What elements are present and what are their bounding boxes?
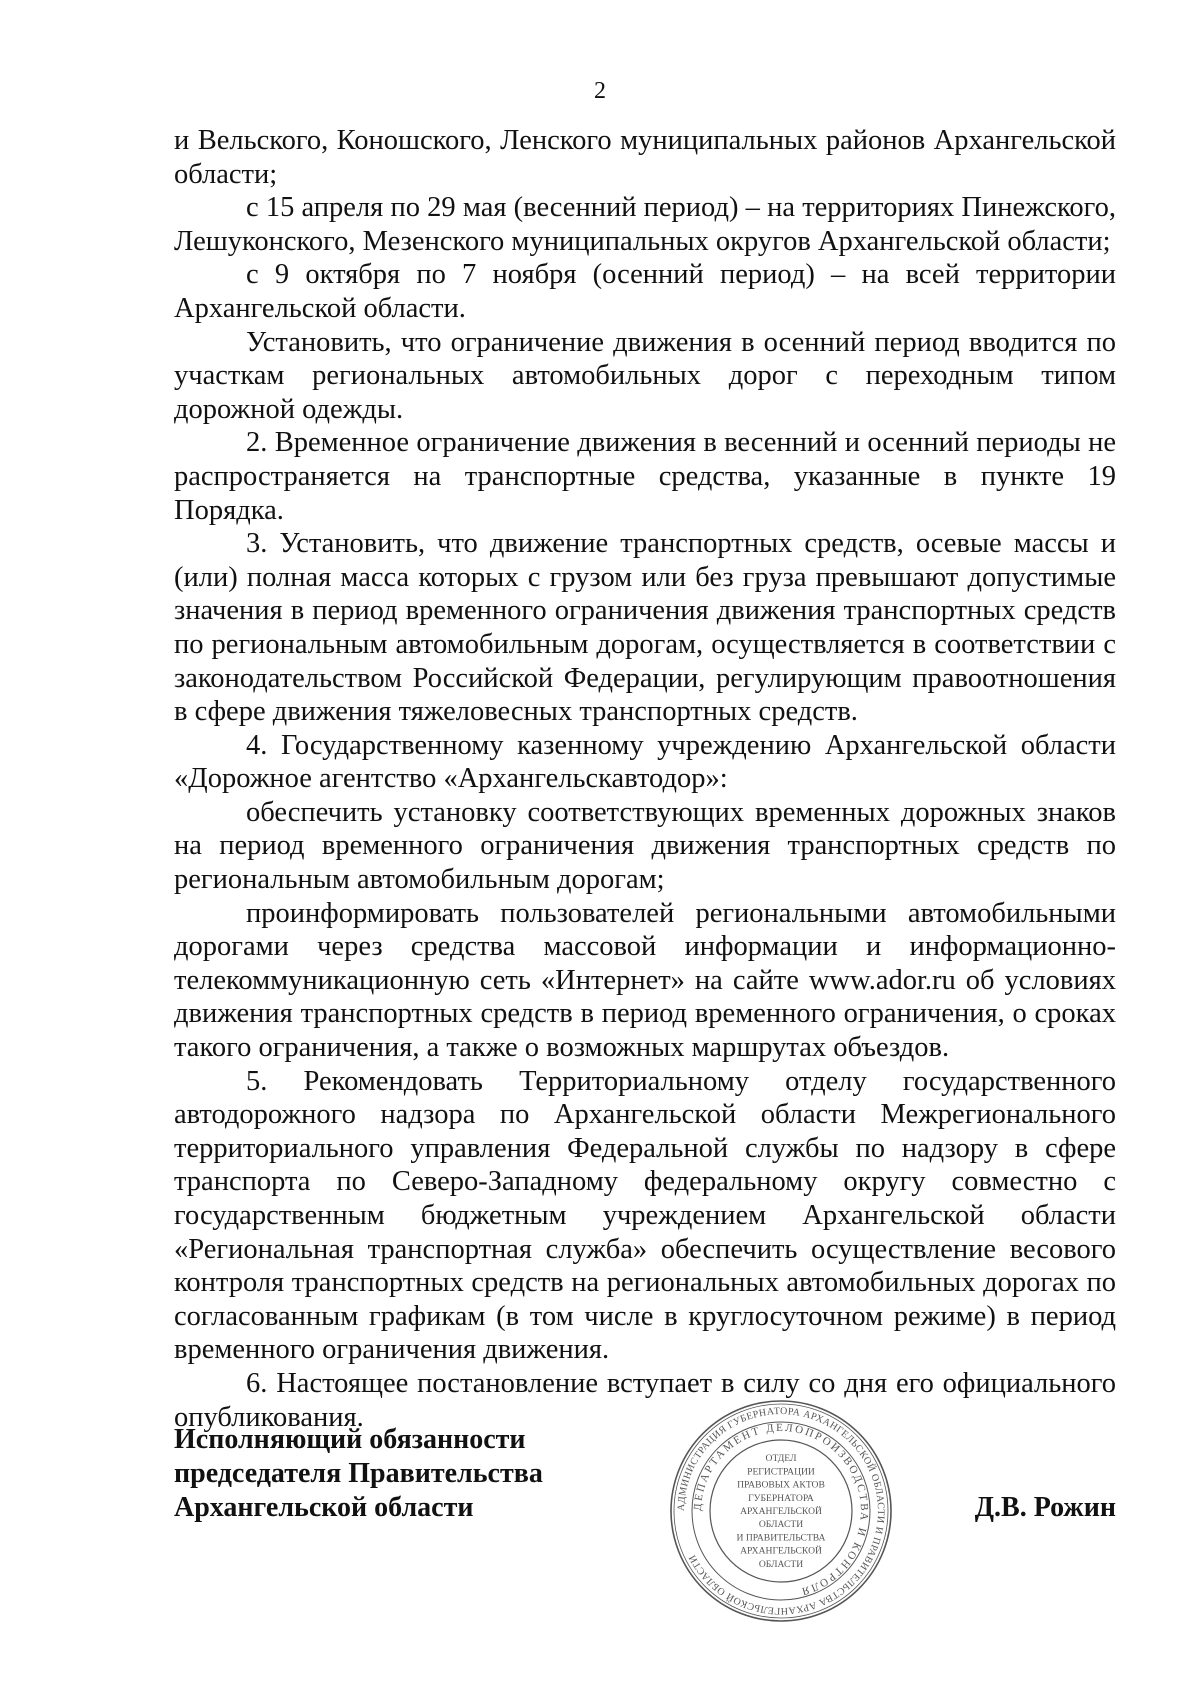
signatory-name: Д.В. Рожин	[974, 1492, 1116, 1523]
seal-inner-line: РЕГИСТРАЦИИ	[747, 1466, 815, 1478]
body-paragraph: 6. Настоящее постановление вступает в силу со дня его официального опубликования.	[174, 1367, 1116, 1433]
seal-inner-line: ОБЛАСТИ	[758, 1558, 804, 1570]
signatory-position-line: председателя Правительства	[174, 1458, 543, 1489]
seal-inner-line: ОТДЕЛ	[765, 1453, 797, 1465]
seal-inner-line: ГУБЕРНАТОРА	[748, 1492, 814, 1504]
seal-inner-line: АРХАНГЕЛЬСКОЙ	[740, 1506, 822, 1517]
signatory-position-line: Архангельской области	[174, 1492, 474, 1523]
seal-inner-line: И ПРАВИТЕЛЬСТВА	[736, 1532, 826, 1544]
seal-middle-text: ДЕПАРТАМЕНТ ДЕЛОПРОИЗВОДСТВА И КОНТРОЛЯ	[691, 1421, 871, 1598]
seal-inner-line: ОБЛАСТИ	[758, 1519, 804, 1531]
document-body	[174, 124, 1116, 1434]
official-seal-icon	[668, 1398, 894, 1624]
body-paragraph: 4. Государственному казенному учреждению Архангельской области «Дорожное агентство «Архангельскавтодор»:	[174, 729, 1116, 795]
body-paragraph: обеспечить установку соответствующих временных дорожных знаков на период временного ограничения движения транспортных средств по региональным автомобильным дорогам;	[174, 796, 1116, 896]
body-paragraph: проинформировать пользователей региональными автомобильными дорогами через средства массовой информации и информационно-телекоммуникационную сеть «Интернет» на сайте www.ador.ru об условиях движения транспортных средств в период временного ограничения, о сроках такого ограничения, а также о возможных маршрутах объездов.	[174, 897, 1116, 1064]
seal-outer-text: АДМИНИСТРАЦИЯ ГУБЕРНАТОРА АРХАНГЕЛЬСКОЙ ОБЛАСТИ И ПРАВИТЕЛЬСТВА АРХАНГЕЛЬСКОЙ ОБЛАСТИ	[675, 1405, 887, 1617]
body-paragraph: с 9 октября по 7 ноября (осенний период) – на всей территории Архангельской области.	[174, 259, 1116, 324]
body-paragraph: 2. Временное ограничение движения в весенний и осенний периоды не распространяется на транспортные средства, указанные в пункте 19 Порядка.	[174, 427, 1116, 526]
body-paragraph: и Вельского, Коношского, Ленского муниципальных районов Архангельской области;	[174, 125, 1116, 190]
body-paragraph: 5. Рекомендовать Территориальному отделу государственного автодорожного надзора по Архангельской области Межрегионального территориального управления Федеральной службы по надзору в сфере транспорта по Северо-Западному федеральному округу совместно с государственным бюджетным учреждением Архангельской области «Региональная транспортная служба» обеспечить осуществление весового контроля транспортных средств на региональных автомобильных дорогах по согласованным графикам (в том числе в круглосуточном режиме) в период временного ограничения движения.	[174, 1065, 1116, 1366]
body-paragraph: 3. Установить, что движение транспортных средств, осевые массы и (или) полная масса которых с грузом или без груза превышают допустимые значения в период временного ограничения движения транспортных средств по региональным автомобильным дорогам, осуществляется в соответствии с законодательством Российской Федерации, регулирующим правоотношения в сфере движения тяжеловесных транспортных средств.	[174, 528, 1116, 728]
signatory-position	[174, 1423, 574, 1525]
page-number: 2	[594, 78, 606, 104]
seal-inner-line: АРХАНГЕЛЬСКОЙ	[740, 1545, 822, 1557]
seal-inner-line: ПРАВОВЫХ АКТОВ	[737, 1479, 825, 1491]
signatory-position-line: Исполняющий обязанности	[174, 1424, 526, 1455]
body-paragraph: с 15 апреля по 29 мая (весенний период) – на территориях Пинежского, Лешуконского, Мезенского муниципальных округов Архангельской области;	[174, 192, 1116, 257]
body-paragraph: Установить, что ограничение движения в осенний период вводится по участкам региональных автомобильных дорог с переходным типом дорожной одежды.	[174, 326, 1116, 425]
